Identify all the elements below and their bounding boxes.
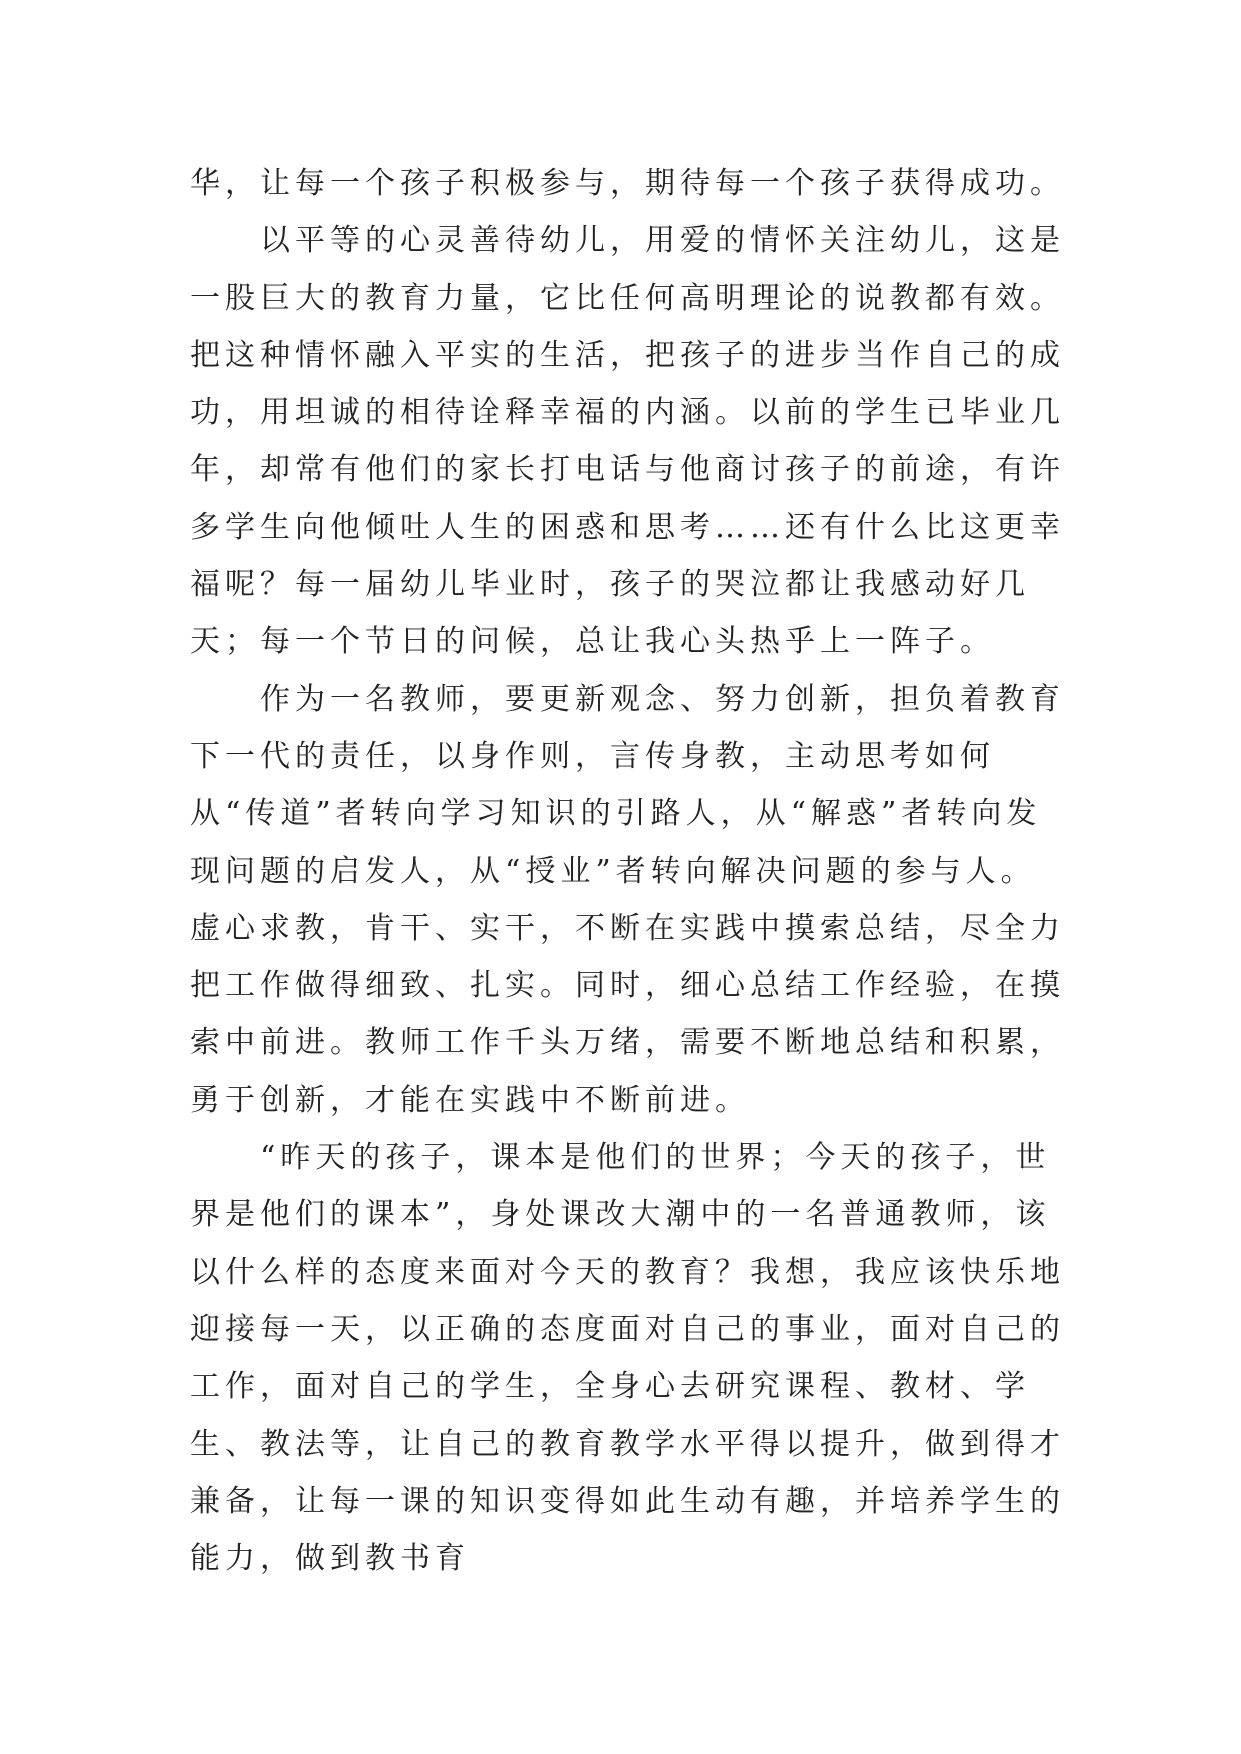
paragraph-equality-love: 以平等的心灵善待幼儿，用爱的情怀关注幼儿，这是一股巨大的教育力量，它比任何高明理论的说教都有效。把这种情怀融入平实的生活，把孩子的进步当作自己的成功，用坦诚的相待诠释幸福的内涵。以前的学生已毕业几年，却常有他们的家长打电话与他商讨孩子的前途，有许多学生向他倾吐人生的困惑和思考……还有什么比这更幸福呢？每一届幼儿毕业时，孩子的哭泣都让我感动好几天；每一个节日的问候，总让我心头热乎上一阵子。: [190, 223, 1065, 660]
paragraph-curriculum-reform: “昨天的孩子，课本是他们的世界；今天的孩子，世界是他们的课本”，身处课改大潮中的一名普通教师，该以什么样的态度来面对今天的教育？我想，我应该快乐地迎接每一天，以正确的态度面对自己的事业，面对自己的工作，面对自己的学生，全身心去研究课程、教材、学生、教法等，让自己的教育教学水平得以提升，做到得才兼备，让每一课的知识变得如此生动有趣，并培养学生的能力，做到教书育: [190, 1140, 1065, 1577]
paragraph-teacher-role: 作为一名教师，要更新观念、努力创新，担负着教育下一代的责任，以身作则，言传身教，主动思考如何从“传道”者转向学习知识的引路人，从“解惑”者转向发现问题的启发人，从“授业”者转向解决问题的参与人。虚心求教，肯干、实干，不断在实践中摸索总结，尽全力把工作做得细致、扎实。同时，细心总结工作经验，在摸索中前进。教师工作千头万绪，需要不断地总结和积累，勇于创新，才能在实践中不断前进。: [190, 681, 1065, 1118]
paragraph-continued: 华，让每一个孩子积极参与，期待每一个孩子获得成功。: [190, 166, 1065, 201]
body-text: [190, 155, 1070, 1587]
